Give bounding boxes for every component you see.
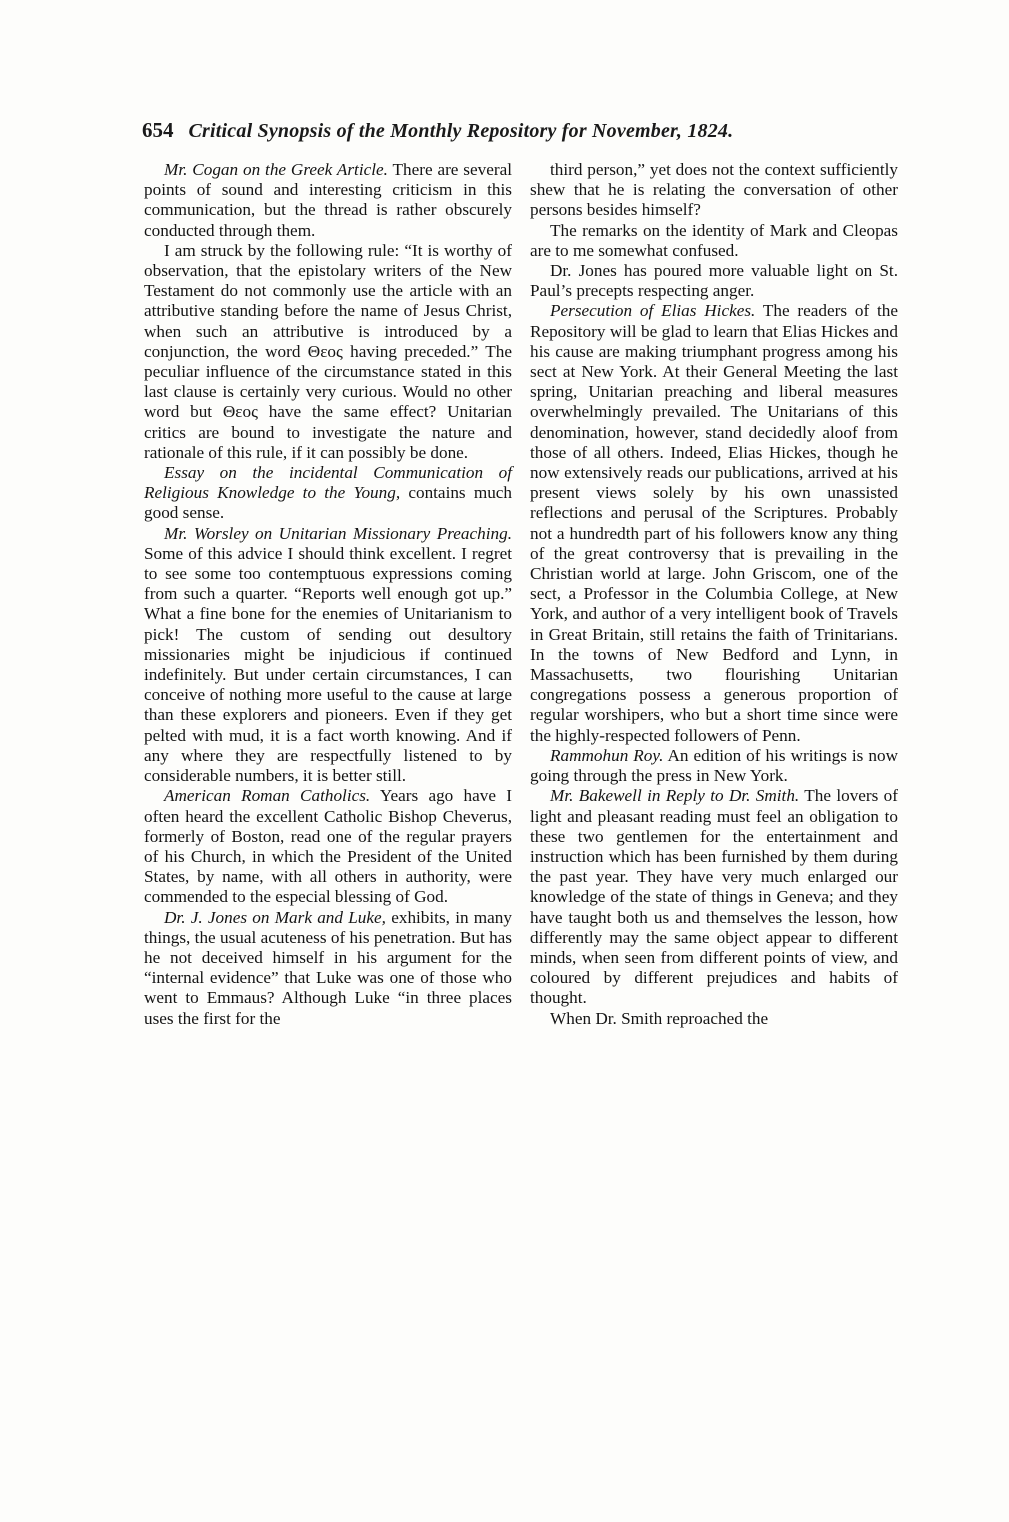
paragraph-text: exhibits, in many things, the usual acuteness of his penetration. But has he not deceived himself in his argument for the “internal evidence” that Luke was one of those who went to Emmaus? Although Luke “in three places uses the first for the bbox=[144, 907, 512, 1028]
article-title: Rammohun Roy. bbox=[550, 745, 664, 765]
paragraph bbox=[530, 786, 898, 1008]
paragraph-text: An edition of his writings is now going through the press in New York. bbox=[530, 745, 898, 786]
article-title: Mr. Worsley on Unitarian Missionary Preaching. bbox=[164, 523, 512, 543]
paragraph bbox=[530, 1009, 898, 1029]
paragraph-text: Dr. Jones has poured more valuable light on St. Paul’s precepts respecting anger. bbox=[530, 261, 898, 301]
paragraph-text: The remarks on the identity of Mark and Cleopas are to me somewhat confused. bbox=[530, 220, 898, 260]
paragraph bbox=[144, 908, 512, 1029]
article-title: American Roman Catholics. bbox=[164, 786, 371, 806]
paragraph-text: The readers of the Repository will be glad to learn that Elias Hickes and his cause are making triumphant progress among his sect at New York. At their General Meeting the last spring, Unitarian preaching and liberal measures overwhelmingly prevailed. The Unitarians of this denomination, however, stand decidedly aloof from those of all others. Indeed, Elias Hickes, though he now extensively reads our publications, arrived at his present views solely by his own unassisted reflections and perusal of the Scriptures. Probably not a hundredth part of his followers know any thing of the great controversy that is prevailing in the Christian world at large. John Griscom, one of the sect, a Professor in the Columbia College, at New York, and author of a very intelligent book of Travels in Great Britain, still retains the faith of Trinitarians. In the towns of New Bedford and Lynn, in Massachusetts, two flourishing Unitarian congregations possess a generous proportion of regular worshipers, who but a short time since were the highly-respected followers of Penn. bbox=[530, 301, 898, 745]
paragraph-text: contains much good sense. bbox=[144, 483, 513, 523]
article-title: Essay on the incidental Communication of Religious Knowledge to the Young, bbox=[144, 463, 512, 503]
paragraph bbox=[144, 463, 512, 524]
paragraph-text: When Dr. Smith reproached the bbox=[550, 1008, 769, 1028]
paragraph-text: There are several points of sound and interesting criticism in this communication, but the thread is rather obscurely conducted through them. bbox=[144, 160, 512, 240]
paragraph bbox=[144, 524, 512, 787]
paragraph bbox=[530, 301, 898, 745]
article-title: Mr. Bakewell in Reply to Dr. Smith. bbox=[550, 786, 800, 806]
paragraph bbox=[530, 746, 898, 786]
paragraph bbox=[144, 786, 512, 907]
paragraph bbox=[530, 221, 898, 261]
paragraph-text: The lovers of light and pleasant reading must feel an obligation to these two gentlemen for the entertainment and instruction which has been furnished by them during the past year. They have very much enlarged our knowledge of the state of things in Geneva; and they have taught both us and themselves the lesson, how differently may the same object appear to different minds, when seen from different points of view, and coloured by different prejudices and habits of thought. bbox=[530, 786, 898, 1008]
paragraph bbox=[530, 160, 898, 221]
article-title: Dr. J. Jones on Mark and Luke, bbox=[164, 907, 386, 927]
paragraph-text: Some of this advice I should think excellent. I regret to see some too contemptuous expressions coming from such a quarter. “Reports well enough got up.” What a fine bone for the enemies of Unitarianism to pick! The custom of sending out desultory missionaries might be injudicious if continued indefinitely. But under certain circumstances, I can conceive of nothing more useful to the cause at large than these explorers and pioneers. Even if they get pelted with mud, it is a fact worth knowing. And if any where they are respectfully listened to by considerable numbers, it is better still. bbox=[144, 543, 512, 786]
paragraph bbox=[144, 241, 512, 463]
right-column bbox=[530, 160, 898, 1029]
article-title: Persecution of Elias Hickes. bbox=[550, 301, 756, 321]
page-number: 654 bbox=[142, 118, 174, 142]
article-title: Mr. Cogan on the Greek Article. bbox=[164, 160, 388, 179]
paragraph-text: I am struck by the following rule: “It is worthy of observation, that the epistolary writers of the New Testament do not commonly use the article with an attributive standing before the name of Jesus Christ, when such an attributive is introduced by a conjunction, the word Θεος having preceded.” The peculiar influence of the circumstance stated in this last clause is certainly very curious. Would no other word but Θεος have the same effect? Unitarian critics are bound to investigate the nature and rationale of this rule, if it can possibly be done. bbox=[144, 240, 512, 462]
paragraph-text: third person,” yet does not the context sufficiently shew that he is relating the conversation of other persons besides himself? bbox=[530, 160, 898, 220]
paragraph bbox=[530, 261, 898, 301]
left-column bbox=[144, 160, 512, 1029]
running-header bbox=[142, 118, 892, 152]
paragraph bbox=[144, 160, 512, 241]
paragraph-text: Years ago have I often heard the excellent Catholic Bishop Cheverus, formerly of Boston, read one of the regular prayers of his Church, in which the President of the United States, by name, with all others in authority, were commended to the especial blessing of God. bbox=[144, 786, 512, 907]
running-title: Critical Synopsis of the Monthly Repository for November, 1824. bbox=[188, 120, 734, 142]
